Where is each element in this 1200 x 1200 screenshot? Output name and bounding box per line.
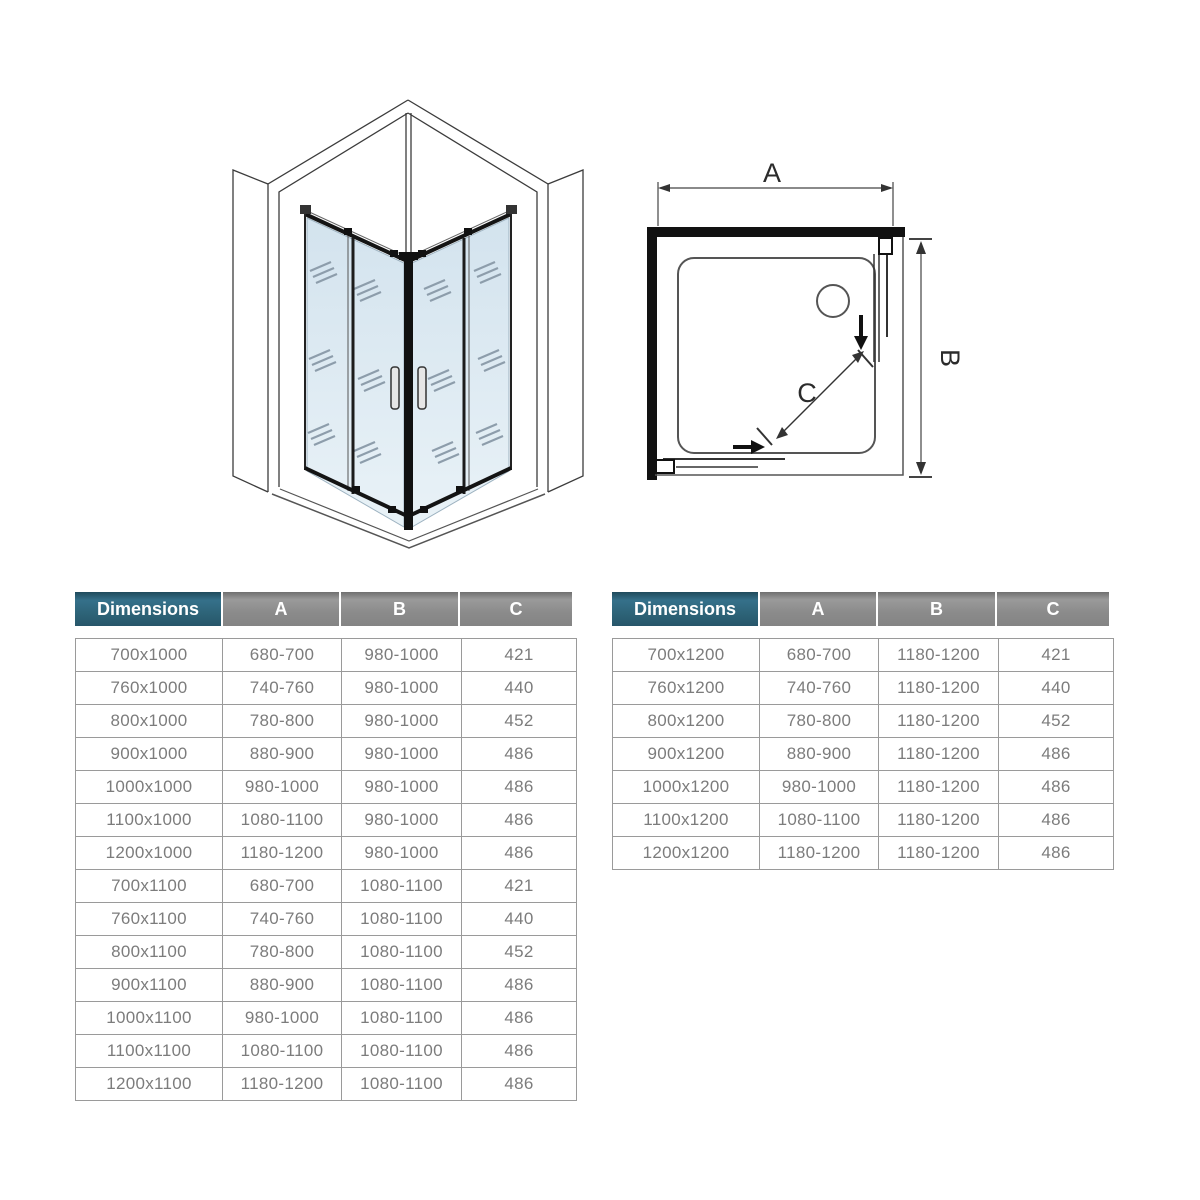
column-header-c: C: [458, 592, 572, 626]
drain-circle: [817, 285, 849, 317]
corner-post: [404, 257, 413, 530]
table-row: [76, 969, 577, 1002]
table-cell: 440: [462, 672, 577, 705]
table-cell: 740-760: [223, 672, 342, 705]
table-cell: 780-800: [760, 705, 879, 738]
table-cell: 1080-1100: [223, 804, 342, 837]
table-cell: 880-900: [223, 969, 342, 1002]
table-cell: 880-900: [223, 738, 342, 771]
dimension-line-a: [658, 158, 893, 226]
table-row: [76, 837, 577, 870]
table-row: [76, 639, 577, 672]
table-cell: 1180-1200: [879, 837, 999, 870]
size-table-body: [612, 638, 1114, 870]
column-header-a: A: [758, 592, 876, 626]
table-row: [76, 903, 577, 936]
table-row: [76, 738, 577, 771]
table-row: [76, 672, 577, 705]
table-cell: 1080-1100: [342, 870, 462, 903]
table-row: [76, 1068, 577, 1101]
table-cell: 452: [999, 705, 1114, 738]
table-cell: 1100x1000: [76, 804, 223, 837]
table-row: [76, 936, 577, 969]
table-cell: 486: [462, 1068, 577, 1101]
dim-label-c: C: [797, 378, 817, 408]
table-cell: 486: [462, 771, 577, 804]
table-cell: 421: [462, 639, 577, 672]
table-row: [76, 870, 577, 903]
table-row: [613, 672, 1114, 705]
dimension-line-b: [909, 239, 965, 477]
table-cell: 440: [999, 672, 1114, 705]
table-cell: 1180-1200: [223, 1068, 342, 1101]
table-cell: 780-800: [223, 705, 342, 738]
table-row: [613, 837, 1114, 870]
table-cell: 680-700: [760, 639, 879, 672]
table-row: [76, 1035, 577, 1068]
table-cell: 1080-1100: [223, 1035, 342, 1068]
table-cell: 1000x1100: [76, 1002, 223, 1035]
table-cell: 1080-1100: [342, 936, 462, 969]
table-cell: 486: [999, 771, 1114, 804]
door-handle-right: [418, 367, 426, 409]
table-cell: 1180-1200: [879, 639, 999, 672]
table-cell: 1100x1100: [76, 1035, 223, 1068]
table-cell: 980-1000: [342, 771, 462, 804]
table-cell: 680-700: [223, 639, 342, 672]
table-cell: 980-1000: [223, 771, 342, 804]
table-cell: 452: [462, 705, 577, 738]
table-cell: 486: [999, 804, 1114, 837]
table-cell: 760x1100: [76, 903, 223, 936]
table-cell: 440: [462, 903, 577, 936]
size-table-right: [612, 592, 1109, 870]
table-cell: 740-760: [223, 903, 342, 936]
table-cell: 900x1100: [76, 969, 223, 1002]
table-cell: 1200x1000: [76, 837, 223, 870]
table-cell: 980-1000: [342, 672, 462, 705]
column-header-b: B: [339, 592, 458, 626]
column-header-b: B: [876, 592, 995, 626]
table-cell: 900x1000: [76, 738, 223, 771]
table-cell: 980-1000: [342, 639, 462, 672]
column-header-a: A: [221, 592, 339, 626]
table-cell: 700x1100: [76, 870, 223, 903]
table-cell: 760x1200: [613, 672, 760, 705]
table-cell: 980-1000: [342, 738, 462, 771]
plan-wall-left: [647, 227, 657, 480]
table-cell: 486: [999, 837, 1114, 870]
table-cell: 1080-1100: [342, 1002, 462, 1035]
table-cell: 486: [462, 1002, 577, 1035]
table-cell: 1180-1200: [223, 837, 342, 870]
table-cell: 980-1000: [342, 705, 462, 738]
column-header-c: C: [995, 592, 1109, 626]
table-cell: 900x1200: [613, 738, 760, 771]
table-cell: 1180-1200: [879, 771, 999, 804]
table-cell: 1180-1200: [879, 705, 999, 738]
table-cell: 880-900: [760, 738, 879, 771]
table-cell: 1080-1100: [342, 903, 462, 936]
table-cell: 980-1000: [342, 804, 462, 837]
table-cell: 1180-1200: [879, 672, 999, 705]
table-row: [613, 771, 1114, 804]
table-cell: 486: [462, 837, 577, 870]
table-row: [613, 804, 1114, 837]
table-cell: 486: [462, 1035, 577, 1068]
plan-door-right: [874, 238, 892, 362]
plan-view-diagram: [615, 140, 965, 510]
table-row: [76, 1002, 577, 1035]
column-header-dimensions: Dimensions: [612, 592, 758, 626]
table-cell: 1000x1200: [613, 771, 760, 804]
door-handle-left: [391, 367, 399, 409]
table-cell: 1200x1200: [613, 837, 760, 870]
table-cell: 486: [999, 738, 1114, 771]
table-cell: 1180-1200: [879, 738, 999, 771]
column-header-dimensions: Dimensions: [75, 592, 221, 626]
dim-label-a: A: [762, 158, 782, 188]
table-cell: 486: [462, 738, 577, 771]
table-cell: 740-760: [760, 672, 879, 705]
table-cell: 1080-1100: [342, 969, 462, 1002]
table-row: [613, 738, 1114, 771]
isometric-shower-diagram: [228, 85, 590, 555]
table-cell: 780-800: [223, 936, 342, 969]
shower-tray: [678, 258, 875, 453]
table-cell: 421: [999, 639, 1114, 672]
plan-wall-top: [647, 227, 905, 237]
table-cell: 760x1000: [76, 672, 223, 705]
table-cell: 980-1000: [342, 837, 462, 870]
size-table-left: [75, 592, 572, 1101]
dim-label-b: B: [935, 348, 965, 368]
table-cell: 800x1000: [76, 705, 223, 738]
table-row: [613, 705, 1114, 738]
table-row: [76, 771, 577, 804]
table-cell: 486: [462, 804, 577, 837]
table-cell: 800x1200: [613, 705, 760, 738]
table-cell: 486: [462, 969, 577, 1002]
table-cell: 1080-1100: [760, 804, 879, 837]
table-cell: 980-1000: [223, 1002, 342, 1035]
table-cell: 1100x1200: [613, 804, 760, 837]
table-cell: 1180-1200: [760, 837, 879, 870]
table-row: [613, 639, 1114, 672]
table-cell: 980-1000: [760, 771, 879, 804]
table-row: [76, 804, 577, 837]
table-cell: 1200x1100: [76, 1068, 223, 1101]
table-cell: 452: [462, 936, 577, 969]
table-cell: 1000x1000: [76, 771, 223, 804]
size-table-body: [75, 638, 577, 1101]
table-cell: 1180-1200: [879, 804, 999, 837]
table-cell: 700x1000: [76, 639, 223, 672]
table-cell: 421: [462, 870, 577, 903]
plan-door-bottom: [656, 459, 785, 473]
table-header: [75, 592, 572, 626]
table-cell: 1080-1100: [342, 1035, 462, 1068]
table-cell: 700x1200: [613, 639, 760, 672]
table-cell: 800x1100: [76, 936, 223, 969]
table-cell: 680-700: [223, 870, 342, 903]
table-row: [76, 705, 577, 738]
table-cell: 1080-1100: [342, 1068, 462, 1101]
table-header: [612, 592, 1109, 626]
